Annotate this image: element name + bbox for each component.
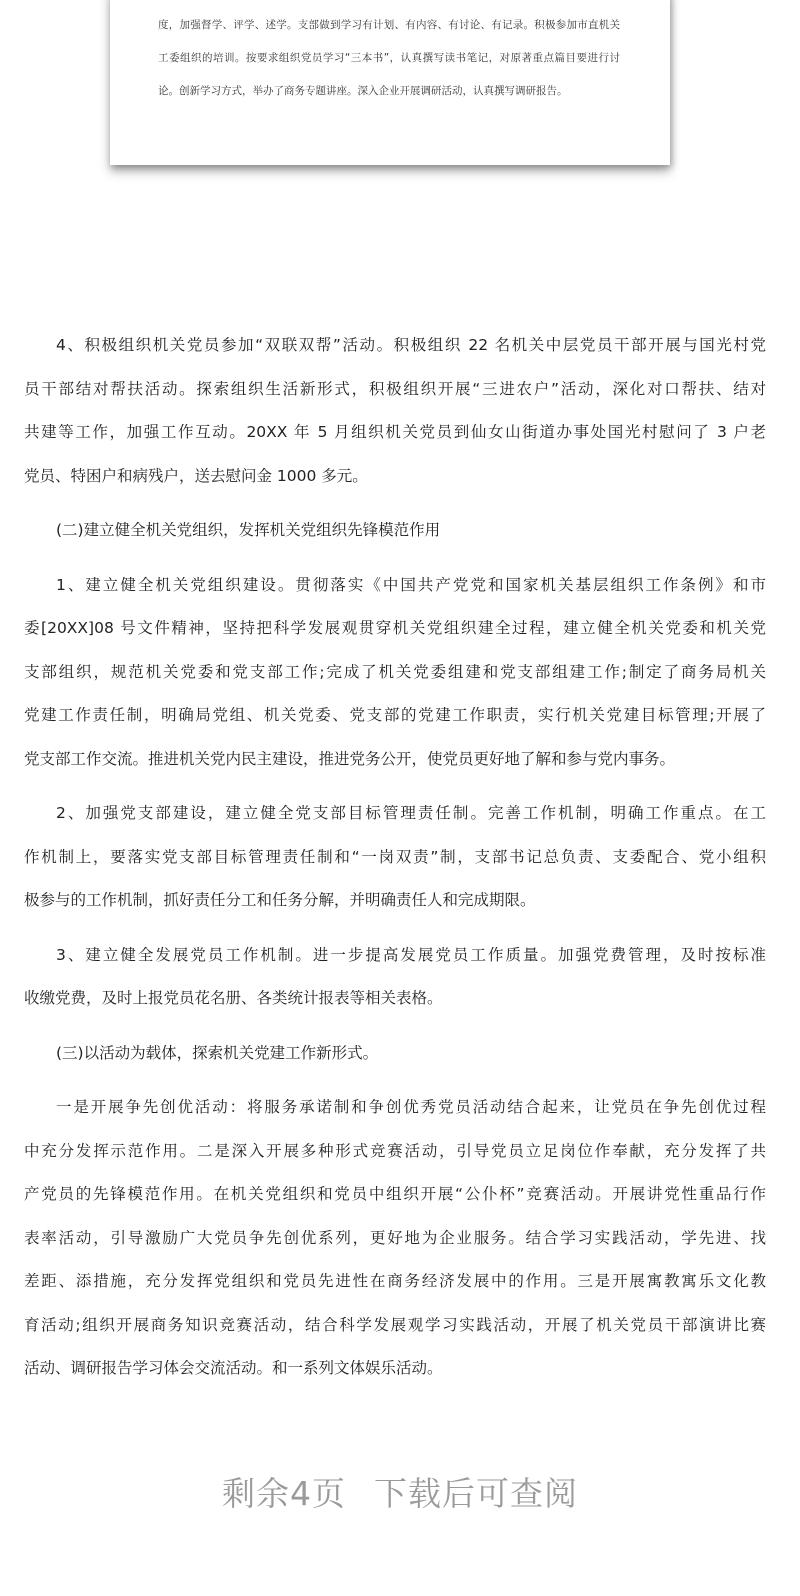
- remaining-pages-text: 剩余4页: [222, 1474, 346, 1513]
- download-to-read-text: 下载后可查阅: [374, 1474, 578, 1513]
- paragraph: [24, 792, 766, 923]
- paragraph: [24, 934, 766, 1021]
- paragraph: [24, 324, 766, 498]
- paragraph-line: 收缴党费，及时上报党员花名册、各类统计报表等相关表格。: [24, 989, 443, 1007]
- paragraph-line: 2、加强党支部建设，建立健全党支部目标管理责任制。完善工作机制，明确工作重点。在工: [56, 804, 766, 822]
- card-text-line: 度，加强督学、评学、述学。支部做到学习有计划、有内容、有讨论、有记录。积极参加市直机关: [158, 19, 620, 31]
- paragraph-line: 共建等工作，加强工作互动。20XX 年 5 月组织机关党员到仙女山街道办事处国光村慰问了 3 户老: [24, 423, 766, 441]
- paragraph-line: 极参与的工作机制，抓好责任分工和任务分解，并明确责任人和完成期限。: [24, 891, 536, 909]
- document-body: [24, 324, 766, 1391]
- preview-page-card: [110, 0, 670, 165]
- paragraph-line: 委[20XX]08 号文件精神，坚持把科学发展观贯穿机关党组织建全过程，建立健全机关党委和机关党: [24, 619, 766, 637]
- paragraph-line: 差距、添措施，充分发挥党组织和党员先进性在商务经济发展中的作用。三是开展寓教寓乐文化教: [24, 1272, 766, 1290]
- paragraph-line: 3、建立健全发展党员工作机制。进一步提高发展党员工作质量。加强党费管理，及时按标准: [56, 945, 766, 964]
- paragraph-line: 党建工作责任制，明确局党组、机关党委、党支部的党建工作职责，实行机关党建目标管理;开展了: [24, 706, 766, 724]
- paragraph-line: 中充分发挥示范作用。二是深入开展多种形式竞赛活动，引导党员立足岗位作奉献，充分发挥了共: [24, 1141, 766, 1160]
- paragraph-line: 支部组织，规范机关党委和党支部工作;完成了机关党委组建和党支部组建工作;制定了商务局机关: [24, 662, 766, 681]
- paragraph-line: 表率活动，引导激励广大党员争先创优系列，更好地为企业服务。结合学习实践活动，学先进、找: [24, 1228, 766, 1247]
- paragraph-line: 活动、调研报告学习体会交流活动。和一系列文体娱乐活动。: [24, 1359, 443, 1377]
- download-prompt[interactable]: [0, 1468, 800, 1515]
- paragraph-line: 育活动;组织开展商务知识竞赛活动，结合科学发展观学习实践活动，开展了机关党员干部演讲比赛: [24, 1315, 766, 1334]
- paragraph-line: (二)建立健全机关党组织，发挥机关党组织先锋模范作用: [56, 521, 441, 539]
- card-text-line: 工委组织的培训。按要求组织党员学习“三本书”，认真撰写读书笔记，对原著重点篇目要进行讨: [158, 52, 620, 64]
- paragraph-line: 员干部结对帮扶活动。探索组织生活新形式，积极组织开展“三进农户”活动，深化对口帮扶、结对: [24, 379, 766, 398]
- paragraph-line: 党员、特困户和病残户，送去慰问金 1000 多元。: [24, 466, 368, 485]
- paragraph: [24, 1032, 766, 1076]
- paragraph: [24, 564, 766, 782]
- paragraph-line: (三)以活动为载体，探索机关党建工作新形式。: [56, 1043, 379, 1062]
- paragraph-line: 一是开展争先创优活动：将服务承诺制和争创优秀党员活动结合起来，让党员在争先创优过程: [56, 1098, 766, 1116]
- paragraph-line: 党支部工作交流。推进机关党内民主建设，推进党务公开，使党员更好地了解和参与党内事务。: [24, 749, 676, 768]
- paragraph-line: 产党员的先锋模范作用。在机关党组织和党员中组织开展“公仆杯”竞赛活动。开展讲党性重品行作: [24, 1185, 766, 1203]
- paragraph: [24, 1086, 766, 1391]
- card-text-line: 论。创新学习方式，举办了商务专题讲座。深入企业开展调研活动，认真撰写调研报告。: [158, 85, 568, 97]
- paragraph-line: 作机制上，要落实党支部目标管理责任制和“一岗双责”制，支部书记总负责、支委配合、党小组积: [24, 847, 766, 866]
- paragraph-line: 1、建立健全机关党组织建设。贯彻落实《中国共产党党和国家机关基层组织工作条例》和市: [56, 575, 766, 594]
- paragraph-line: 4、积极组织机关党员参加“双联双帮”活动。积极组织 22 名机关中层党员干部开展与国光村党: [56, 336, 766, 354]
- paragraph: [24, 509, 766, 553]
